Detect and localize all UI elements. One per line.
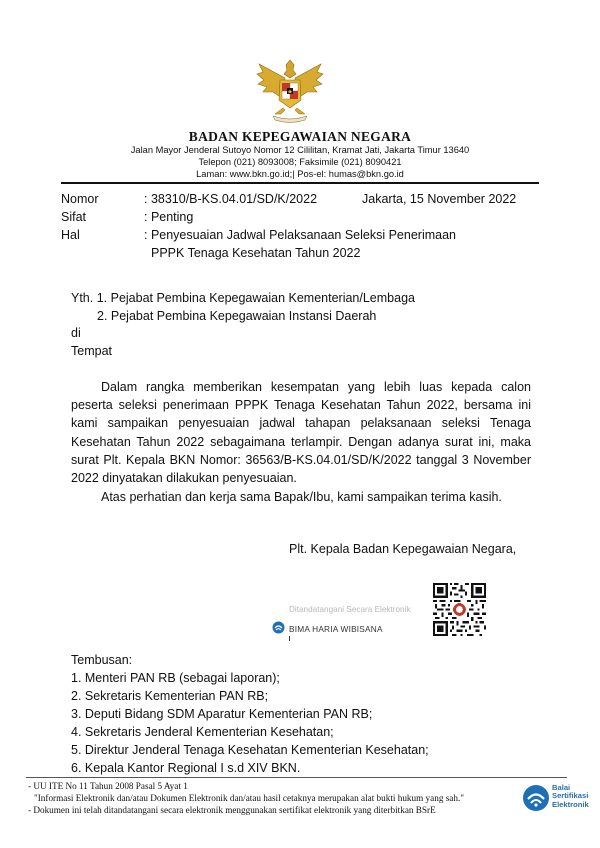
footer-divider: [26, 777, 567, 778]
signer-cursor-mark: [289, 636, 290, 641]
hal-value-line2: PPPK Tenaga Kesehatan Tahun 2022: [151, 246, 361, 260]
agency-web: Laman: www.bkn.go.id;| Pos-el: humas@bkn.go.id: [196, 169, 404, 179]
recipient-di: di: [71, 326, 81, 340]
recipient-line1: Yth. 1. Pejabat Pembina Kepegawaian Kementerian/Lembaga: [71, 291, 415, 305]
cc-item: 3. Deputi Bidang SDM Aparatur Kementerian PAN RB;: [71, 707, 373, 721]
nomor-label: Nomor: [61, 192, 99, 206]
footer-law-reference: - UU ITE No 11 Tahun 2008 Pasal 5 Ayat 1: [28, 781, 188, 791]
body-paragraph-2: Atas perhatian dan kerja sama Bapak/Ibu, kami sampaikan terima kasih.: [101, 490, 502, 504]
cc-item: 4. Sekretaris Jenderal Kementerian Kesehatan;: [71, 725, 334, 739]
garuda-emblem-icon: [255, 56, 325, 126]
bsre-logo-icon: [522, 784, 550, 812]
bsre-logo-word: Elektronik: [552, 799, 589, 809]
body-paragraph-1: Dalam rangka memberikan kesempatan yang lebih luas kepada calon peserta seleksi penerimaan PPPK Tenaga Kesehatan Tahun 2022, bersama ini kami sampaikan penyesuaian jadwal tahapan pelaksanaan seleksi Tenaga Kesehatan Tahun 2022 sebagaimana terlampir. Dengan adanya surat ini, maka surat Plt. Kepala BKN Nomor: 36563/B-KS.04.01/SD/K/2022 tanggal 3 November 2022 dinyatakan dilakukan penyesuaian.: [71, 380, 531, 486]
signer-name: BIMA HARIA WIBISANA: [289, 624, 383, 634]
nomor-value: : 38310/B-KS.04.01/SD/K/2022: [144, 192, 318, 206]
footer-law-quote: "Informasi Elektronik dan/atau Dokumen Elektronik dan/atau hasil cetaknya merupakan alat bukti hukum yang sah.": [34, 793, 465, 803]
qr-code-icon: [433, 583, 486, 636]
agency-phone: Telepon (021) 8093008; Faksimile (021) 8090421: [198, 157, 402, 167]
cc-item: 6. Kepala Kantor Regional I s.d XIV BKN.: [71, 761, 301, 775]
bsre-logo-word: Sertifikasi: [552, 791, 589, 801]
signed-electronically-label: Ditandatangani Secara Elektronik: [289, 605, 411, 614]
footer-bsre-note: - Dokumen ini telah ditandatangani secara elektronik menggunakan sertifikat elektronik yang diterbitkan BSrE: [28, 805, 436, 815]
cc-heading: Tembusan:: [71, 653, 133, 667]
cc-item: 5. Direktur Jenderal Tenaga Kesehatan Kementerian Kesehatan;: [71, 743, 429, 757]
sifat-label: Sifat: [61, 210, 87, 224]
recipient-line2: 2. Pejabat Pembina Kepegawaian Instansi Daerah: [97, 309, 377, 323]
agency-name: BADAN KEPEGAWAIAN NEGARA: [188, 129, 412, 144]
hal-label: Hal: [61, 228, 80, 242]
sifat-value: : Penting: [144, 210, 194, 224]
cc-item: 2. Sekretaris Kementerian PAN RB;: [71, 689, 269, 703]
bsre-mark-icon: [272, 621, 285, 634]
recipient-tempat: Tempat: [71, 344, 112, 358]
letterhead-divider: [61, 182, 539, 184]
cc-item: 1. Menteri PAN RB (sebagai laporan);: [71, 671, 280, 685]
place-date: Jakarta, 15 November 2022: [362, 192, 517, 206]
bsre-logo-word: Balai: [552, 783, 571, 792]
agency-address: Jalan Mayor Jenderal Sutoyo Nomor 12 Cililitan, Kramat Jati, Jakarta Timur 13640: [130, 145, 470, 155]
hal-value-line1: : Penyesuaian Jadwal Pelaksanaan Seleksi Penerimaan: [144, 228, 456, 242]
signature-title: Plt. Kepala Badan Kepegawaian Negara,: [289, 542, 517, 556]
bsre-logo-text: [552, 784, 589, 809]
